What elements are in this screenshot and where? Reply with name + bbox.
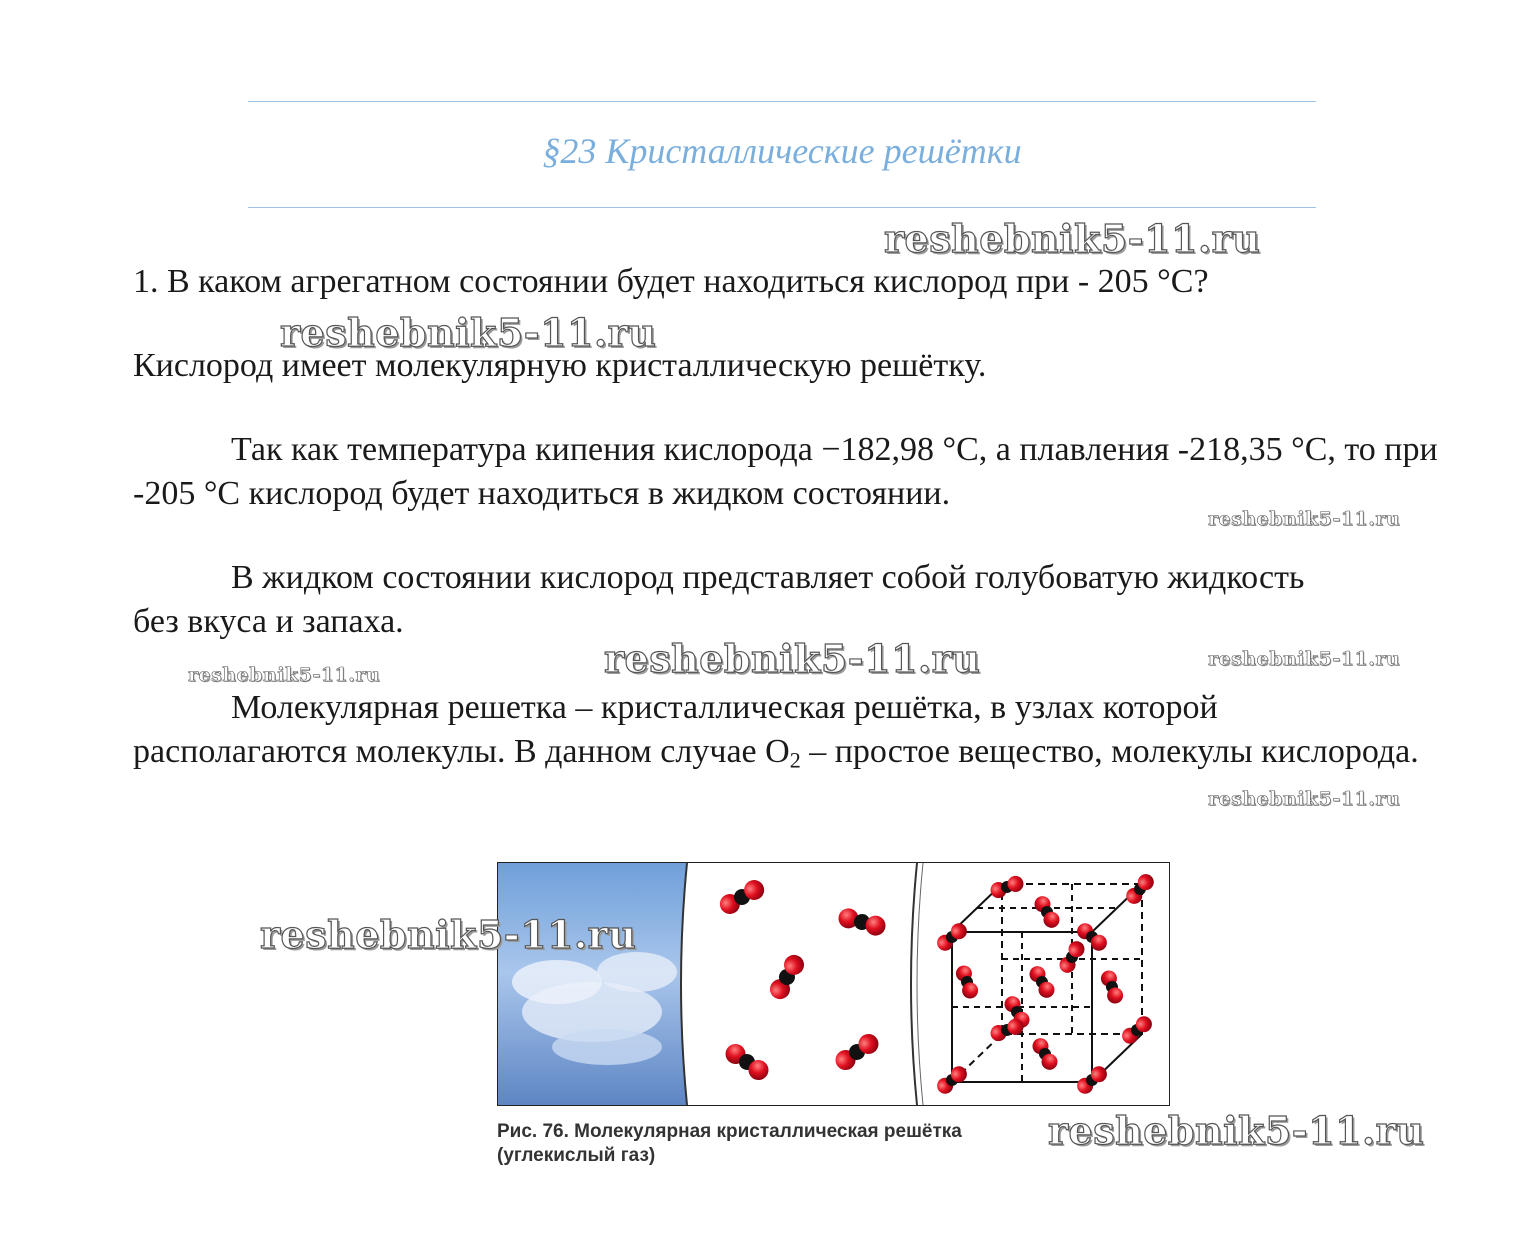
watermark: reshebnik5-11.ru <box>1208 508 1401 530</box>
paragraph-4-text: Молекулярная решетка – кристаллическая решётка, в узлах которой располагаются молекулы. В данном случае O <box>133 689 1218 770</box>
caption-line2: (углекислый газ) <box>497 1145 656 1166</box>
question-text: 1. В каком агрегатном состоянии будет находиться кислород при - 205 °С? <box>133 263 1209 300</box>
watermark: reshebnik5-11.ru <box>1208 648 1401 670</box>
watermark: reshebnik5-11.ru <box>280 310 657 355</box>
section-title: §23 Кристаллические решётки <box>542 131 1022 171</box>
caption-text: Молекулярная кристаллическая решётка <box>568 1121 962 1142</box>
paragraph-2: Так как температура кипения кислорода −182,98 °C, а плавления -218,35 °C, то при -205 °C кислород будет находиться в жидком состоянии. <box>133 431 1438 512</box>
watermark: reshebnik5-11.ru <box>260 912 637 957</box>
paragraph-3: В жидком состоянии кислород представляет собой голубоватую жидкость без вкуса и запаха. <box>133 559 1305 640</box>
molecular-lattice-figure <box>497 862 1170 1106</box>
watermark: reshebnik5-11.ru <box>604 636 981 681</box>
header-rule-top <box>248 101 1316 102</box>
paragraph-1: Кислород имеет молекулярную кристаллическую решётку. <box>133 347 987 384</box>
watermark: reshebnik5-11.ru <box>1208 788 1401 810</box>
figure-caption <box>497 1120 962 1168</box>
o2-subscript: 2 <box>789 747 801 773</box>
watermark: reshebnik5-11.ru <box>1048 1108 1425 1153</box>
paragraph-4-text-end: – простое вещество, молекулы кислорода. <box>800 733 1419 770</box>
header-rule-bottom <box>248 207 1316 208</box>
sky-panel <box>498 863 687 1105</box>
watermark: reshebnik5-11.ru <box>884 216 1261 261</box>
paragraph-4 <box>133 686 1433 783</box>
caption-label: Рис. 76. <box>497 1121 569 1142</box>
watermark: reshebnik5-11.ru <box>188 664 381 686</box>
